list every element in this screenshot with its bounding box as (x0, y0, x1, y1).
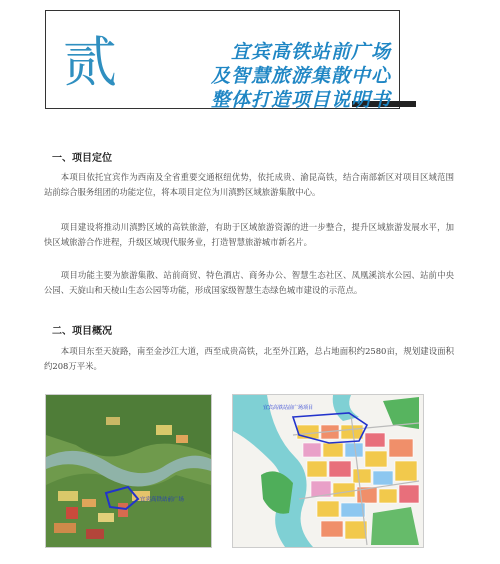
paragraph-overview-1: 本项目东至天旋路，南至金沙江大道，西至成贵高铁，北至外江路，总占地面积约2580亩，规划建设面积约208万平米。 (44, 346, 454, 371)
aerial-location-map (45, 394, 212, 548)
chapter-number: 贰 (63, 31, 117, 94)
right-map-label: 宜宾高铁站前广场项目 (263, 405, 314, 411)
paragraph-positioning-3: 项目功能主要为旅游集散、站前商贸、特色酒店、商务办公、智慧生态社区、凤凰溪滨水公园、站前中央公园、天旋山和天棱山生态公园等功能，形成国家级智慧生态绿色城市建设的示范点。 (44, 270, 454, 295)
document-title (176, 40, 391, 112)
title-line-3: 整体打造项目说明书 (210, 89, 391, 111)
title-line-1: 宜宾高铁站前广场 (230, 41, 391, 63)
left-map-label: 宜宾高铁站前广场 (140, 497, 185, 503)
paragraph-positioning-2: 项目建设将推动川滇黔区域的高铁旅游，有助于区域旅游资源的进一步整合，提升区域旅游发展水平，加快区域旅游合作进程，升级区域现代服务业，打造智慧旅游城市新名片。 (44, 222, 454, 247)
section-heading-overview: 二、项目概况 (52, 326, 112, 337)
paragraph-positioning-1: 本项目依托宜宾作为西南及全省重要交通枢纽优势，依托成贵、渝昆高铁，结合南部新区对项目区域范围站前综合服务组团的功能定位，将本项目定位为川滇黔区域旅游集散中心。 (44, 172, 454, 197)
aerial-map-graphic (46, 395, 211, 547)
section-heading-positioning: 一、项目定位 (52, 153, 112, 164)
land-use-plan-map (232, 394, 424, 548)
title-line-2: 及智慧旅游集散中心 (210, 65, 391, 87)
land-use-map-graphic (233, 395, 423, 547)
